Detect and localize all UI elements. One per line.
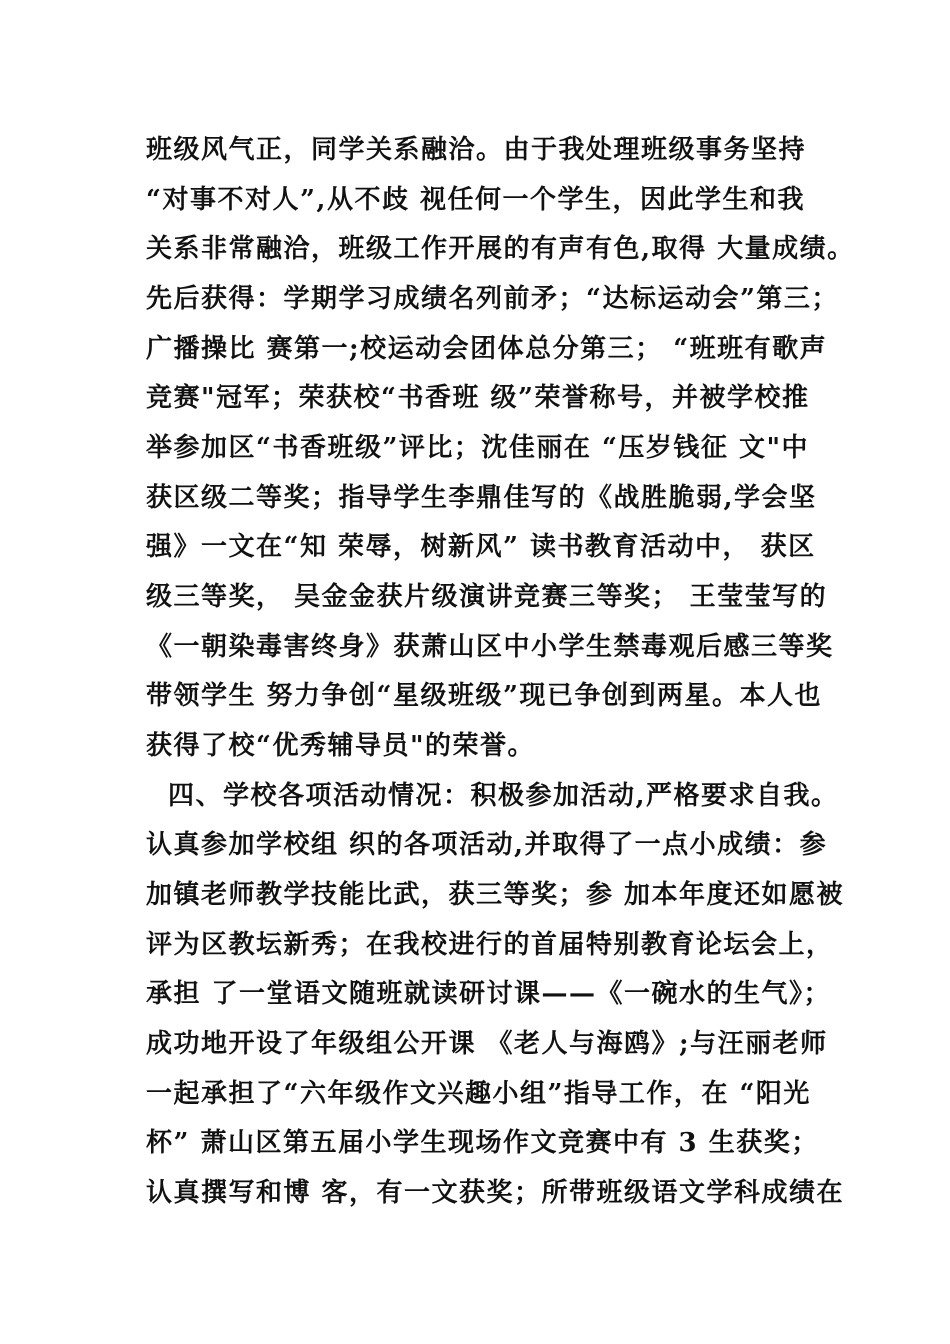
text-line: 关系非常融洽，班级工作开展的有声有色,取得 大量成绩。 bbox=[146, 234, 855, 264]
text-line: 杯” 萧山区第五届小学生现场作文竞赛中有 3 生获奖； bbox=[146, 1128, 819, 1158]
text-line: 获区级二等奖；指导学生李鼎佳写的《战胜脆弱,学会坚 bbox=[146, 483, 817, 513]
text-line: 班级风气正，同学关系融洽。由于我处理班级事务坚持 bbox=[146, 135, 807, 165]
text-line: 先后获得：学期学习成绩名列前矛；“达标运动会”第三； bbox=[146, 284, 839, 314]
text-line: 评为区教坛新秀；在我校进行的首届特别教育论坛会上， bbox=[146, 930, 834, 960]
text-line: 举参加区“书香班级”评比；沈佳丽在 “压岁钱征 文"中 bbox=[146, 433, 810, 463]
text-line: 获得了校“优秀辅导员"的荣誉。 bbox=[146, 731, 536, 761]
text-line: 加镇老师教学技能比武，获三等奖；参 加本年度还如愿被 bbox=[146, 880, 845, 910]
text-line: 《一朝染毒害终身》获萧山区中小学生禁毒观后感三等奖 bbox=[146, 632, 834, 662]
text-line: 广播操比 赛第一;校运动会团体总分第三； “班班有歌声 bbox=[146, 334, 828, 364]
text-line: 承担 了一堂语文随班就读研讨课——《一碗水的生气》； bbox=[146, 979, 832, 1009]
text-line: 竞赛"冠军；荣获校“书香班 级”荣誉称号，并被学校推 bbox=[146, 383, 810, 413]
text-line: 带领学生 努力争创“星级班级”现已争创到两星。本人也 bbox=[146, 681, 822, 711]
text-line: 认真参加学校组 织的各项活动,并取得了一点小成绩：参 bbox=[146, 830, 828, 860]
text-line: 强》一文在“知 荣辱，树新风” 读书教育活动中， 获区 bbox=[146, 532, 816, 562]
text-line: 认真撰写和博 客，有一文获奖；所带班级语文学科成绩在 bbox=[146, 1178, 845, 1208]
text-line: 成功地开设了年级组公开课 《老人与海鸥》;与汪丽老师 bbox=[146, 1029, 828, 1059]
text-line: 一起承担了“六年级作文兴趣小组”指导工作，在 “阳光 bbox=[146, 1079, 811, 1109]
text-line: “对事不对人”,从不歧 视任何一个学生，因此学生和我 bbox=[146, 185, 806, 215]
text-line: 级三等奖， 吴金金获片级演讲竞赛三等奖； 王莹莹写的 bbox=[146, 582, 828, 612]
section-heading: 四、学校各项活动情况：积极参加活动,严格要求自我。 bbox=[168, 781, 839, 811]
